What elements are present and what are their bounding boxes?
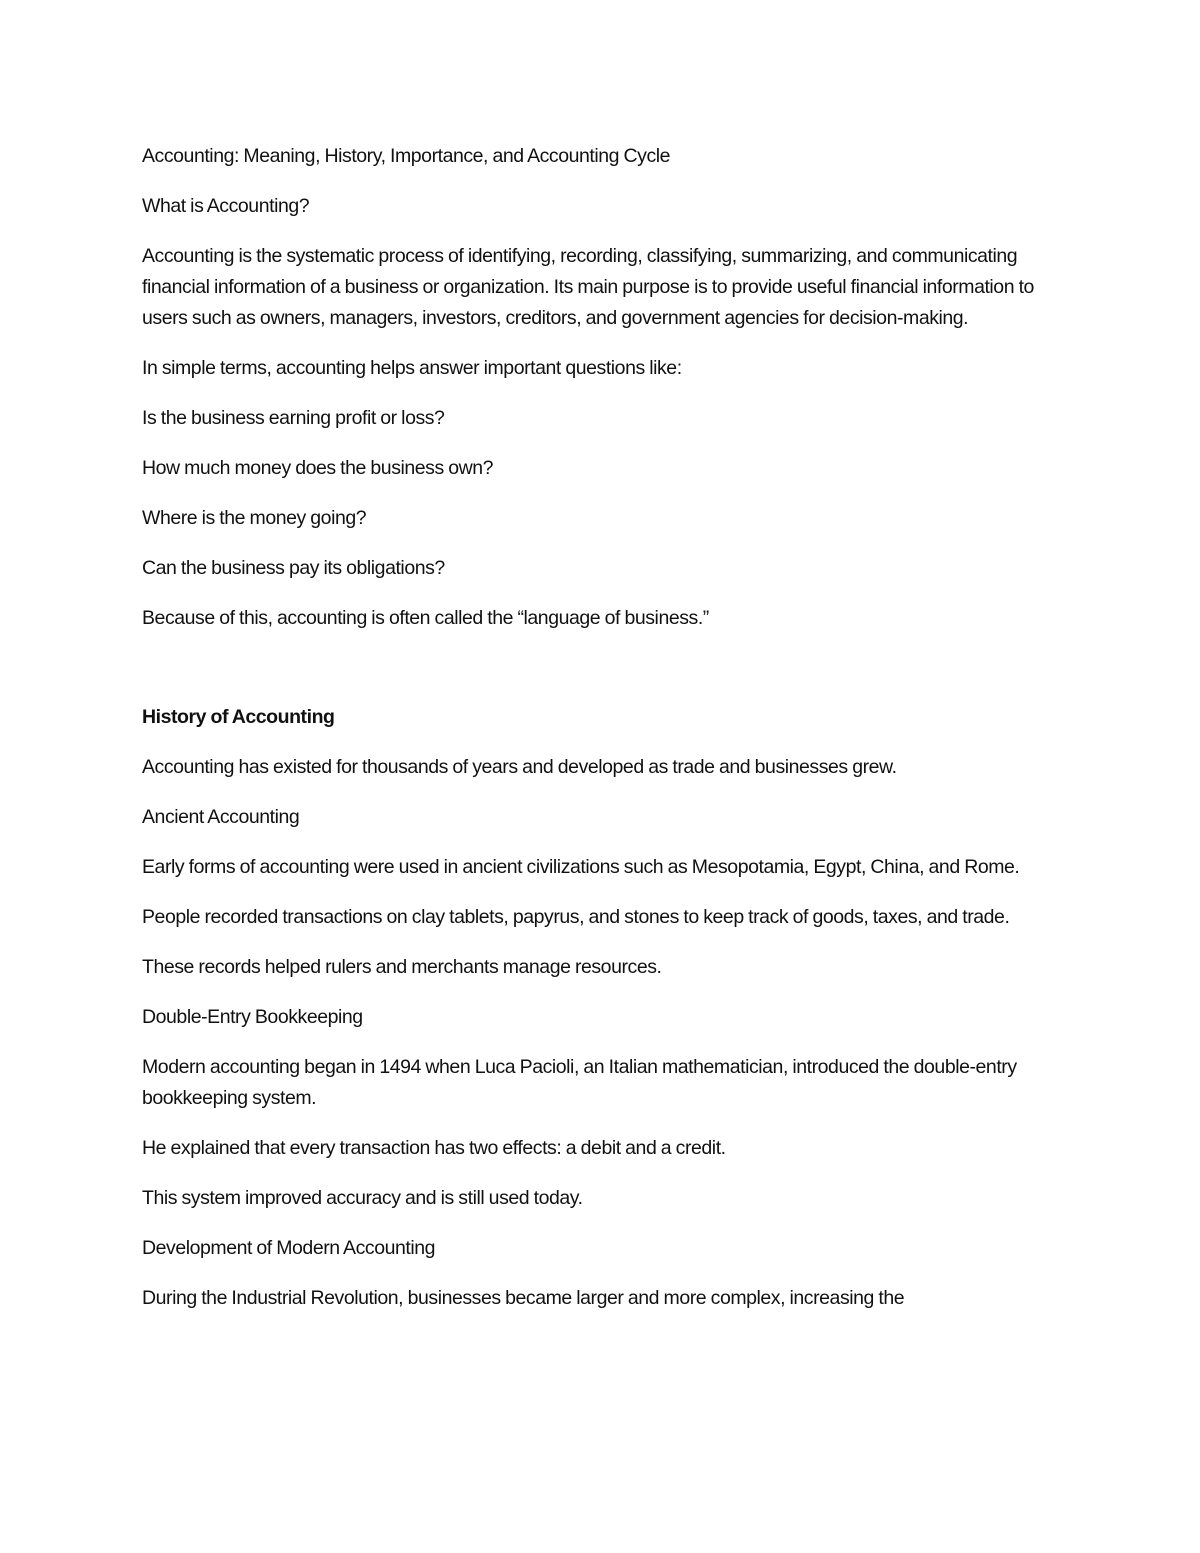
modern-paragraph: During the Industrial Revolution, businesses became larger and more complex, increasing the xyxy=(142,1287,905,1309)
closing-paragraph: Because of this, accounting is often called the “language of business.” xyxy=(142,607,709,629)
document-title: Accounting: Meaning, History, Importance, and Accounting Cycle xyxy=(142,145,671,167)
ancient-paragraph: People recorded transactions on clay tablets, papyrus, and stones to keep track of goods, taxes, and trade. xyxy=(142,906,1010,928)
subheading-double-entry: Double-Entry Bookkeeping xyxy=(142,1006,363,1028)
double-entry-paragraph: He explained that every transaction has two effects: a debit and a credit. xyxy=(142,1137,726,1159)
question-item: Can the business pay its obligations? xyxy=(142,557,445,579)
double-entry-paragraph: This system improved accuracy and is still used today. xyxy=(142,1187,583,1209)
definition-paragraph: Accounting is the systematic process of identifying, recording, classifying, summarizing, and communicating financial information of a business or organization. Its main purpose is to provide useful financial information to users such as owners, managers, investors, creditors, and government agencies for decision-making. xyxy=(142,245,1034,329)
double-entry-paragraph: Modern accounting began in 1494 when Luca Pacioli, an Italian mathematician, introduced the double-entry bookkeeping system. xyxy=(142,1056,1017,1109)
ancient-paragraph: Early forms of accounting were used in ancient civilizations such as Mesopotamia, Egypt, China, and Rome. xyxy=(142,856,1020,878)
question-item: How much money does the business own? xyxy=(142,457,494,479)
question-item: Is the business earning profit or loss? xyxy=(142,407,445,429)
history-intro: Accounting has existed for thousands of years and developed as trade and businesses grew. xyxy=(142,756,897,778)
section-heading-what-is-accounting: What is Accounting? xyxy=(142,195,310,217)
section-gap xyxy=(142,653,1072,702)
question-item: Where is the money going? xyxy=(142,507,367,529)
ancient-paragraph: These records helped rulers and merchants manage resources. xyxy=(142,956,662,978)
subheading-modern-accounting: Development of Modern Accounting xyxy=(142,1237,436,1259)
questions-intro: In simple terms, accounting helps answer important questions like: xyxy=(142,357,682,379)
subheading-ancient-accounting: Ancient Accounting xyxy=(142,806,300,828)
section-heading-history: History of Accounting xyxy=(142,706,335,728)
document-body xyxy=(142,141,1072,1333)
